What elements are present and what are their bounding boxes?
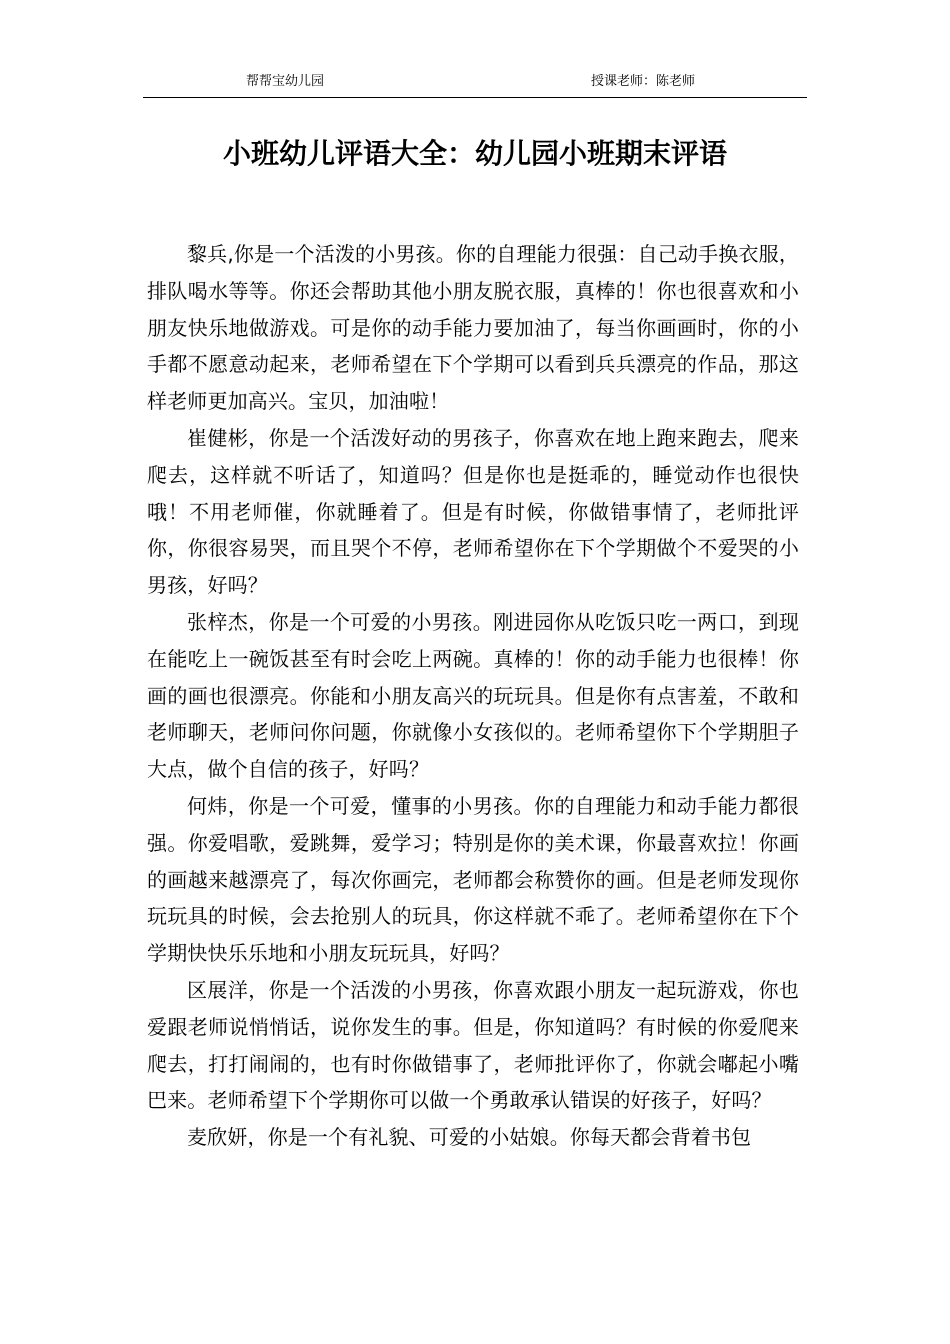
school-name: 帮帮宝幼儿园 <box>246 74 325 89</box>
comment-paragraph: 张梓杰，你是一个可爱的小男孩。刚进园你从吃饭只吃一两口，到现在能吃上一碗饭甚至有时会吃上两碗。真棒的！你的动手能力也很棒！你画的画也很漂亮。你能和小朋友高兴的玩玩具。但是你有点害羞，不敢和老师聊天，老师问你问题，你就像小女孩似的。老师希望你下个学期胆子大点，做个自信的孩子，好吗？ <box>147 609 799 782</box>
document-body <box>147 236 799 1156</box>
comment-paragraph: 黎兵,你是一个活泼的小男孩。你的自理能力很强：自己动手换衣服，排队喝水等等。你还会帮助其他小朋友脱衣服，真棒的！你也很喜欢和小朋友快乐地做游戏。可是你的动手能力要加油了，每当你画画时，你的小手都不愿意动起来，老师希望在下个学期可以看到兵兵漂亮的作品，那这样老师更加高兴。宝贝，加油啦！ <box>147 242 799 414</box>
teacher-name: 授课老师：陈老师 <box>591 74 696 89</box>
comment-paragraph: 何炜，你是一个可爱，懂事的小男孩。你的自理能力和动手能力都很强。你爱唱歌，爱跳舞，爱学习；特别是你的美术课，你最喜欢拉！你画的画越来越漂亮了，每次你画完，老师都会称赞你的画。但是老师发现你玩玩具的时候，会去抢别人的玩具，你这样就不乖了。老师希望你在下个学期快快乐乐地和小朋友玩玩具，好吗？ <box>147 793 799 966</box>
page-header <box>143 70 807 98</box>
document-title: 小班幼儿评语大全：幼儿园小班期末评语 <box>222 137 727 170</box>
comment-paragraph: 崔健彬，你是一个活泼好动的男孩子，你喜欢在地上跑来跑去，爬来爬去，这样就不听话了，知道吗？但是你也是挺乖的，睡觉动作也很快哦！不用老师催，你就睡着了。但是有时候，你做错事情了，老师批评你，你很容易哭，而且哭个不停，老师希望你在下个学期做个不爱哭的小男孩，好吗？ <box>147 425 799 598</box>
comment-paragraph: 麦欣妍，你是一个有礼貌、可爱的小姑娘。你每天都会背着书包 <box>187 1125 752 1150</box>
comment-paragraph: 区展洋，你是一个活泼的小男孩，你喜欢跟小朋友一起玩游戏，你也爱跟老师说悄悄话，说你发生的事。但是，你知道吗？有时候的你爱爬来爬去，打打闹闹的，也有时你做错事了，老师批评你了，你就会嘟起小嘴巴来。老师希望下个学期你可以做一个勇敢承认错误的好孩子，好吗？ <box>147 977 799 1113</box>
